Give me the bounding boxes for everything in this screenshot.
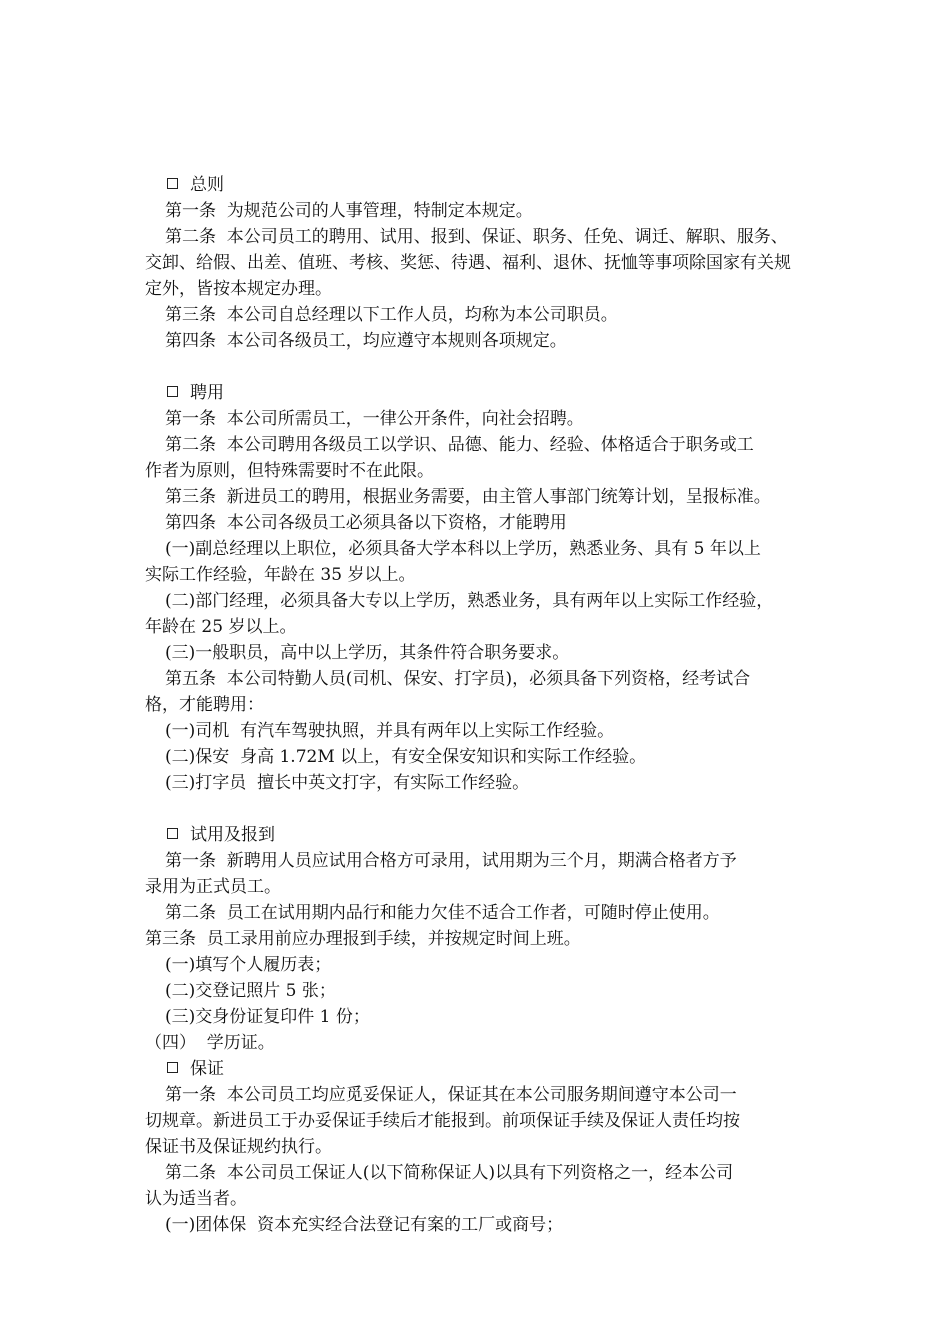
paragraph-line: 第四条 本公司各级员工必须具备以下资格，才能聘用 (165, 513, 567, 533)
paragraph-line: 第二条 本公司员工保证人(以下简称保证人)以具有下列资格之一，经本公司 (165, 1163, 734, 1183)
paragraph-line: 第五条 本公司特勤人员(司机、保安、打字员)，必须具备下列资格，经考试合 (165, 669, 751, 689)
section-heading: 保证 (145, 1056, 815, 1082)
document-body (145, 172, 815, 1238)
paragraph-line: 认为适当者。 (145, 1189, 247, 1209)
section-spacer (145, 354, 815, 380)
paragraph-line: 第一条 为规范公司的人事管理，特制定本规定。 (165, 201, 533, 221)
paragraph-line: 格，才能聘用： (145, 695, 264, 715)
paragraph-line: (二)交登记照片 5 张； (165, 981, 336, 1001)
checkbox-bullet-icon (167, 386, 178, 397)
paragraph-line: 年龄在 25 岁以上。 (145, 617, 297, 637)
paragraph-line: (一)填写个人履历表； (165, 955, 332, 975)
paragraph-line: 作者为原则，但特殊需要时不在此限。 (145, 461, 434, 481)
paragraph-line: 录用为正式员工。 (145, 877, 281, 897)
section-spacer (145, 796, 815, 822)
checkbox-bullet-icon (167, 178, 178, 189)
paragraph-line: (二)保安 身高 1.72M 以上，有安全保安知识和实际工作经验。 (165, 747, 647, 767)
paragraph-line: 第四条 本公司各级员工，均应遵守本规则各项规定。 (165, 331, 567, 351)
paragraph-line: 第一条 本公司员工均应觅妥保证人，保证其在本公司服务期间遵守本公司一 (165, 1085, 737, 1105)
paragraph-line: 第二条 本公司员工的聘用、试用、报到、保证、职务、任免、调迁、解职、服务、 (165, 227, 788, 247)
paragraph-line: (三)一般职员，高中以上学历，其条件符合职务要求。 (165, 643, 570, 663)
paragraph-line: 第三条 员工录用前应办理报到手续，并按规定时间上班。 (145, 929, 581, 949)
paragraph-line: 第一条 本公司所需员工，一律公开条件，向社会招聘。 (165, 409, 584, 429)
paragraph-line: (一)团体保 资本充实经合法登记有案的工厂或商号； (165, 1215, 564, 1235)
paragraph-line: 第三条 新进员工的聘用，根据业务需要，由主管人事部门统筹计划，呈报标准。 (165, 487, 771, 507)
paragraph-line: 第二条 员工在试用期内品行和能力欠佳不适合工作者，可随时停止使用。 (165, 903, 720, 923)
paragraph-line: 交卸、给假、出差、值班、考核、奖惩、待遇、福利、退休、抚恤等事项除国家有关规 (145, 253, 791, 273)
paragraph-line: 切规章。新进员工于办妥保证手续后才能报到。前项保证手续及保证人责任均按 (145, 1111, 740, 1131)
section-heading: 聘用 (145, 380, 815, 406)
section-heading: 总则 (145, 172, 815, 198)
paragraph-line: 定外，皆按本规定办理。 (145, 279, 332, 299)
paragraph-line: 保证书及保证规约执行。 (145, 1137, 332, 1157)
paragraph-line: （四） 学历证。 (145, 1033, 275, 1053)
paragraph-line: (三)交身份证复印件 1 份； (165, 1007, 370, 1027)
paragraph-line: (二)部门经理，必须具备大专以上学历，熟悉业务，具有两年以上实际工作经验， (165, 591, 774, 611)
paragraph-line: 第三条 本公司自总经理以下工作人员，均称为本公司职员。 (165, 305, 618, 325)
checkbox-bullet-icon (167, 1062, 178, 1073)
section-heading: 试用及报到 (145, 822, 815, 848)
paragraph-line: (一)副总经理以上职位，必须具备大学本科以上学历，熟悉业务、具有 5 年以上 (165, 539, 761, 559)
paragraph-line: (一)司机 有汽车驾驶执照，并具有两年以上实际工作经验。 (165, 721, 615, 741)
checkbox-bullet-icon (167, 828, 178, 839)
paragraph-line: 第一条 新聘用人员应试用合格方可录用，试用期为三个月，期满合格者方予 (165, 851, 737, 871)
paragraph-line: 第二条 本公司聘用各级员工以学识、品德、能力、经验、体格适合于职务或工 (165, 435, 754, 455)
paragraph-line: 实际工作经验，年龄在 35 岁以上。 (145, 565, 416, 585)
paragraph-line: (三)打字员 擅长中英文打字，有实际工作经验。 (165, 773, 530, 793)
